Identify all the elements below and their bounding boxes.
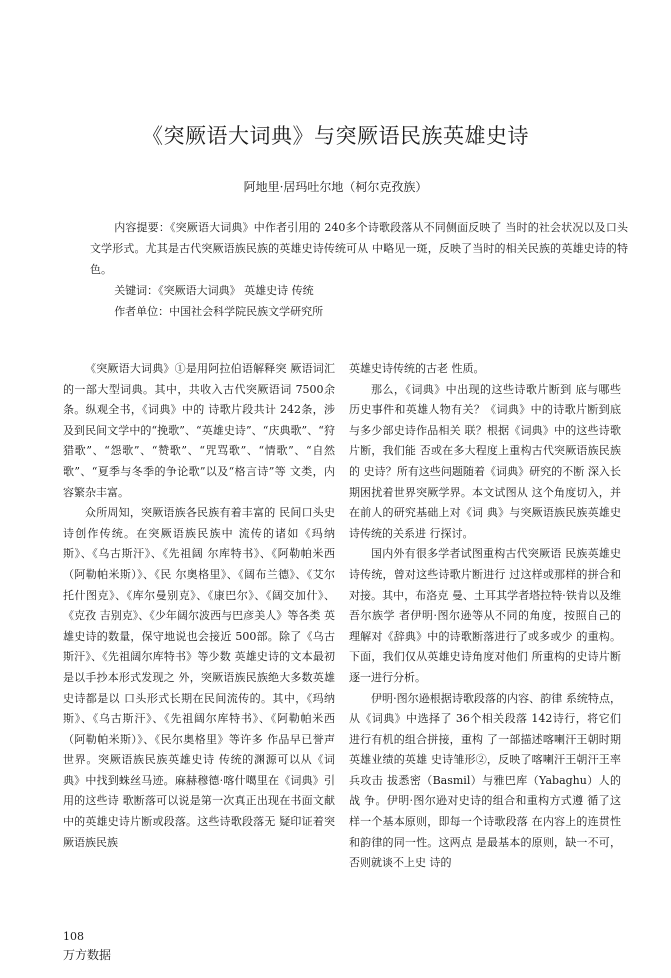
keywords-line: 关键词：《突厥语大词典》 英雄史诗 传统 xyxy=(114,284,314,297)
page-number: 108 xyxy=(63,930,84,943)
body-column-left xyxy=(63,359,335,853)
paragraph: 众所周知，突厥语族各民族有着丰富的 民间口头史诗创作传统。在突厥语族民族中 流传的诸如《玛纳斯》、《乌古斯汗》、《先祖阔 尔库特书》、《阿勒帕米西（阿勒帕米斯）》、《民 尔奥格里》、《阔布兰德》、《艾尔托什图克》、《库尔曼别克》、《康巴尔》、《阔交加什》、《克孜 吉别克》、《少年阔尔波西与巴彦美人》等各类 英雄史诗的数量，保守地说也会接近 500部。除了《乌古斯汗》、《先祖阔尔库特书》等少数 英雄史诗的文本最初是以手抄本形式发现之 外，突厥语族民族绝大多数英雄史诗都是以 口头形式长期在民间流传的。其中，《玛纳斯》、《乌古斯汗》、《先祖阔尔库特书》、《阿勒帕米西（阿勒帕米斯）》、《民尔奥格里》等许多 作品早已誉声世界。突厥语族民族英雄史诗 传统的渊源可以从《词典》中找到蛛丝马迹。麻赫穆德·喀什噶里在《词典》引用的这些诗 歌断落可以说是第一次真正出现在书面文献 中的英雄史诗片断或段落。这些诗歌段落无 疑印证着突厥语族民族 xyxy=(63,506,335,849)
watermark-text: 万方数据 xyxy=(63,948,112,962)
abstract-text: 内容提要：《突厥语大词典》中作者引用的 240多个诗歌段落从不同侧面反映了 当时的社会状况以及口头文学形式。尤其是古代突厥语族民族的英雄史诗传统可从 中略见一斑，反映了当时的相关民族的英雄史诗的特色。 xyxy=(90,221,628,276)
paragraph: 那么，《词典》中出现的这些诗歌片断到 底与哪些历史事件和英雄人物有关？《词典》中的诗歌片断到底与多少部史诗作品相关 联？根据《词典》中的这些诗歌片断，我们能 否或在多大程度上重构古代突厥语族民族的 史诗？所有这些问题随着《词典》研究的不断 深入长期困扰着世界突厥学界。本文试图从 这个角度切入，并在前人的研究基础上对《词 典》与突厥语族民族英雄史诗传统的关系进 行探讨。 xyxy=(349,382,621,540)
body-column-right xyxy=(349,359,621,874)
paragraph: 《突厥语大词典》①是用阿拉伯语解释突 厥语词汇的一部大型词典。其中，共收入古代突厥语词 7500余条。纵观全书，《词典》中的 诗歌片段共计 242条，涉及到民间文学中的“挽歌”、“英雄史诗”、“庆典歌”、“狩猎歌”、“怨歌”、“赞歌”、“咒骂歌”、“情歌”、“自然 歌”、“夏季与冬季的争论歌”以及“格言诗”等 文类，内容繁杂丰富。 xyxy=(63,362,335,499)
paragraph-continued: 英雄史诗传统的古老 性质。 xyxy=(349,362,485,375)
paragraph: 国内外有很多学者试图重构古代突厥语 民族英雄史诗传统，曾对这些诗歌片断进行 过这样或那样的拼合和对接。其中，布洛克 曼、土耳其学者塔拉特·铁肯以及维吾尔族学 者伊明·图尔逊等从不同的角度，按照自己的 理解对《辞典》中的诗歌断落进行了或多或少 的重构。下面，我们仅从英雄史诗角度对他们 所重构的史诗片断逐一进行分析。 xyxy=(349,547,621,684)
abstract-block xyxy=(90,217,628,322)
paper-title: 《突厥语大词典》与突厥语民族英雄史诗 xyxy=(142,124,529,148)
affiliation-line: 作者单位：中国社会科学院民族文学研究所 xyxy=(114,305,324,318)
paragraph: 伊明·图尔逊根据诗歌段落的内容、韵律 系统特点，从《词典》中选择了 36个相关段落 142诗行，将它们进行有机的组合拼接，重构 了一部描述喀喇汗王朝时期英雄业绩的英雄 史诗雏形②，反映了喀喇汗王朝汗王率兵攻击 拔悉密（Basmil）与雅巴库（Yabaghu）人的战 争。伊明·图尔逊对史诗的组合和重构方式遵 循了这样一个基本原则，即每一个诗歌段落 在内容上的连贯性和韵律的同一性。这两点 是最基本的原则，缺一不可，否则就谈不上史 诗的 xyxy=(349,691,621,870)
author-line: 阿地里·居玛吐尔地（柯尔克孜族） xyxy=(243,180,428,194)
